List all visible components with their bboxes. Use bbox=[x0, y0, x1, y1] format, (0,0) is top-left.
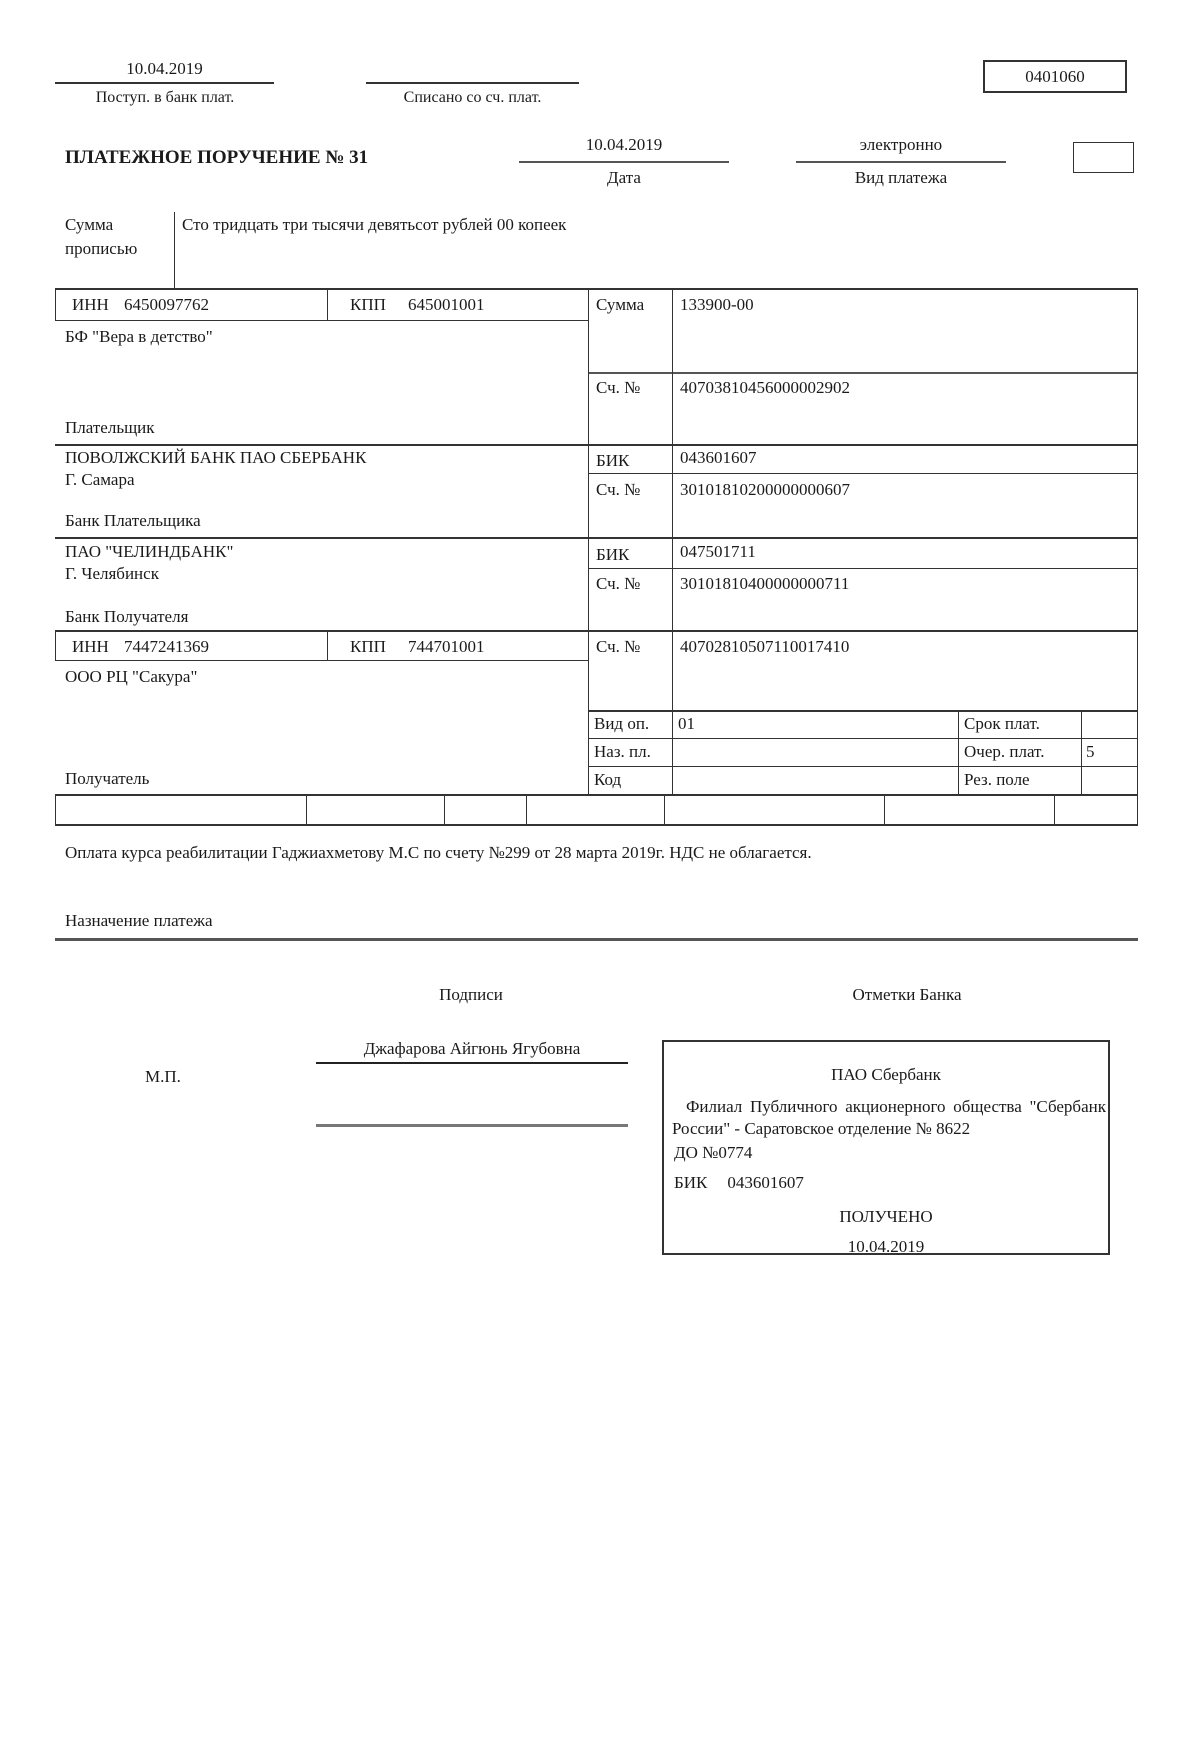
payer-bank-account-label: Сч. № bbox=[596, 480, 641, 499]
payer-bank-bik-label: БИК bbox=[596, 451, 630, 470]
priority-label: Очер. плат. bbox=[964, 742, 1045, 761]
stamp-bik-label: БИК bbox=[674, 1173, 708, 1192]
payment-type-rule bbox=[796, 161, 1006, 163]
payer-bank-bik-value: 043601607 bbox=[680, 448, 757, 467]
grid-line bbox=[55, 444, 1138, 446]
purpose-rule bbox=[55, 938, 1138, 941]
payee-bank-city: Г. Челябинск bbox=[65, 564, 159, 583]
payee-bank-label: Банк Получателя bbox=[65, 607, 189, 626]
payment-type-value: электронно bbox=[859, 135, 943, 154]
amount-words-divider bbox=[174, 212, 175, 288]
received-in-bank-date: 10.04.2019 bbox=[126, 59, 203, 78]
payer-bank-label: Банк Плательщика bbox=[65, 511, 201, 530]
payee-bank-name: ПАО "ЧЕЛИНДБАНК" bbox=[65, 542, 234, 561]
grid-line bbox=[55, 288, 56, 320]
payee-inn-label: ИНН bbox=[72, 637, 109, 656]
grid-line bbox=[306, 794, 307, 824]
grid-line bbox=[55, 794, 56, 824]
grid-line bbox=[588, 738, 1138, 739]
date-label: Дата bbox=[607, 168, 641, 187]
document-title: ПЛАТЕЖНОЕ ПОРУЧЕНИЕ № 31 bbox=[65, 147, 369, 168]
form-code-box bbox=[983, 60, 1127, 93]
payee-account-label: Сч. № bbox=[596, 637, 641, 656]
payer-bank-name: ПОВОЛЖСКИЙ БАНК ПАО СБЕРБАНК bbox=[65, 448, 367, 467]
stamp-bank-name: ПАО Сбербанк bbox=[831, 1065, 941, 1084]
payer-inn-value: 6450097762 bbox=[124, 295, 209, 314]
sum-value: 133900-00 bbox=[680, 295, 754, 314]
grid-line bbox=[55, 824, 1138, 826]
grid-line bbox=[55, 630, 1138, 632]
grid-line bbox=[1137, 288, 1138, 824]
payer-account-label: Сч. № bbox=[596, 378, 641, 397]
due-date-label: Срок плат. bbox=[964, 714, 1040, 733]
signature-rule-2 bbox=[316, 1124, 628, 1127]
grid-line bbox=[327, 630, 328, 660]
payee-bank-bik-value: 047501711 bbox=[680, 542, 756, 561]
grid-line bbox=[1081, 710, 1082, 794]
grid-line bbox=[664, 794, 665, 824]
grid-line bbox=[958, 710, 959, 794]
grid-line bbox=[444, 794, 445, 824]
grid-line bbox=[1054, 794, 1055, 824]
amount-words-label-2: прописью bbox=[65, 239, 138, 258]
grid-line bbox=[588, 710, 1138, 712]
payer-bank-city: Г. Самара bbox=[65, 470, 135, 489]
signatures-title: Подписи bbox=[439, 985, 503, 1004]
purpose-text: Оплата курса реабилитации Гаджиахметову М.С по счету №299 от 28 марта 2019г. НДС не облагается. bbox=[65, 843, 812, 862]
reserve-field-label: Рез. поле bbox=[964, 770, 1030, 789]
payee-bank-bik-label: БИК bbox=[596, 545, 630, 564]
payer-inn-label: ИНН bbox=[72, 295, 109, 314]
grid-line bbox=[55, 630, 56, 660]
payee-inn-value: 7447241369 bbox=[124, 637, 209, 656]
stamp-date: 10.04.2019 bbox=[847, 1237, 925, 1256]
payee-bank-account-value: 30101810400000000711 bbox=[680, 574, 850, 593]
grid-line bbox=[588, 372, 1138, 374]
payer-bank-account-value: 30101810200000000607 bbox=[680, 480, 850, 499]
sum-label: Сумма bbox=[596, 295, 645, 314]
status-code-box bbox=[1073, 142, 1134, 173]
grid-line bbox=[672, 288, 673, 794]
payee-kpp-label: КПП bbox=[350, 637, 386, 656]
stamp-branch: Филиал Публичного акционерного общества "Сбербанк России" - Саратовское отделение № 8622 bbox=[672, 1097, 1106, 1139]
grid-line bbox=[55, 320, 588, 321]
grid-line bbox=[526, 794, 527, 824]
stamp-office: ДО №0774 bbox=[674, 1143, 753, 1162]
grid-line bbox=[884, 794, 885, 824]
grid-line bbox=[588, 288, 589, 794]
signature-rule-1 bbox=[316, 1062, 628, 1064]
payee-account-value: 40702810507110017410 bbox=[680, 637, 850, 656]
payee-bank-account-label: Сч. № bbox=[596, 574, 641, 593]
stamp-place-label: М.П. bbox=[145, 1067, 181, 1086]
stamp-status: ПОЛУЧЕНО bbox=[839, 1207, 933, 1226]
amount-words-label-1: Сумма bbox=[65, 215, 114, 234]
op-type-label: Вид оп. bbox=[594, 714, 650, 733]
grid-line bbox=[55, 660, 588, 661]
amount-words-value: Сто тридцать три тысячи девятьсот рублей 00 копеек bbox=[182, 215, 567, 234]
stamp-bik-row bbox=[674, 1172, 804, 1194]
grid-line bbox=[55, 794, 1138, 796]
grid-line bbox=[588, 766, 1138, 767]
grid-line bbox=[55, 537, 1138, 539]
payment-type-label: Вид платежа bbox=[854, 168, 948, 187]
received-in-bank-label: Поступ. в банк плат. bbox=[95, 89, 235, 106]
payer-kpp-value: 645001001 bbox=[408, 295, 485, 314]
payer-kpp-label: КПП bbox=[350, 295, 386, 314]
grid-line bbox=[55, 288, 1138, 290]
payer-account-value: 40703810456000002902 bbox=[680, 378, 850, 397]
grid-line bbox=[588, 568, 1138, 569]
debited-rule bbox=[366, 82, 579, 84]
op-type-value: 01 bbox=[678, 714, 695, 733]
payer-name: БФ "Вера в детство" bbox=[65, 327, 213, 346]
bank-marks-title: Отметки Банка bbox=[852, 985, 962, 1004]
signer-name: Джафарова Айгюнь Ягубовна bbox=[363, 1039, 581, 1058]
grid-line bbox=[327, 288, 328, 320]
stamp-bik-value: 043601607 bbox=[727, 1173, 804, 1192]
purpose-label: Назначение платежа bbox=[65, 911, 213, 930]
code-label: Код bbox=[594, 770, 622, 789]
payee-name: ООО РЦ "Сакура" bbox=[65, 667, 198, 686]
priority-value: 5 bbox=[1086, 742, 1095, 761]
grid-line bbox=[588, 473, 1138, 474]
payer-label: Плательщик bbox=[65, 418, 155, 437]
pay-purpose-code-label: Наз. пл. bbox=[594, 742, 651, 761]
form-code: 0401060 bbox=[1025, 67, 1085, 86]
received-rule bbox=[55, 82, 274, 84]
bank-stamp-box bbox=[662, 1040, 1110, 1255]
date-rule bbox=[519, 161, 729, 163]
document-date: 10.04.2019 bbox=[585, 135, 663, 154]
payee-kpp-value: 744701001 bbox=[408, 637, 485, 656]
debited-label: Списано со сч. плат. bbox=[403, 89, 542, 106]
payee-label: Получатель bbox=[65, 769, 150, 788]
